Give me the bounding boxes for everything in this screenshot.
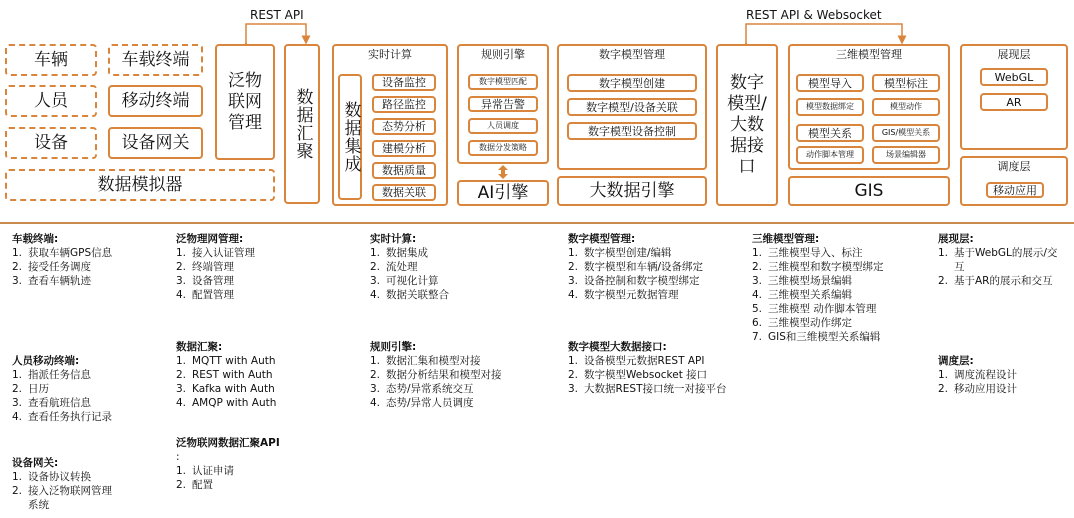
realtime-item: 数据关联 xyxy=(372,184,436,201)
desc-digital-model: 数字模型管理: 1. 数字模型创建/编辑 2. 数字模型和车辆/设备绑定 3. 设备控制和数字模型绑定 4. 数字模型元数据管理 xyxy=(568,233,704,301)
desc-aggregation-api: 泛物联网数据汇聚API : 1. 认证申请 2. 配置 xyxy=(176,437,280,491)
realtime-title: 实时计算 xyxy=(368,48,412,61)
data-simulator-box: 数据模拟器 xyxy=(5,169,275,201)
vehicle-box: 车辆 xyxy=(5,44,97,76)
3d-model-item: GIS/模型关系 xyxy=(872,124,940,142)
data-integration-box: 数据集成 xyxy=(338,74,362,200)
schedule-layer-title: 调度层 xyxy=(997,160,1031,173)
realtime-item: 设备监控 xyxy=(372,74,436,91)
desc-3d-model: 三维模型管理: 1. 三维模型导入、标注 2. 三维模型和数字模型绑定 3. 三维模型场景编辑 4. 三维模型关系编辑 5. 三维模型 动作脚本管理 6. 三维模型动作绑定 7. GIS和三维模型关系编辑 xyxy=(752,233,884,343)
desc-device-gateway: 设备网关: 1. 设备协议转换 2. 接入泛物联网管理系统 xyxy=(12,457,112,511)
display-item: AR xyxy=(980,93,1048,111)
desc-realtime: 实时计算: 1. 数据集成 2. 流处理 3. 可视化计算 4. 数据关联整合 xyxy=(370,233,449,301)
device-gateway-box: 设备网关 xyxy=(108,127,203,159)
rules-item: 异常告警 xyxy=(468,96,538,112)
digital-api-box: 数字模型/大数据接口 xyxy=(716,44,778,206)
3d-model-item: 模型标注 xyxy=(872,74,940,92)
rest-ws-label: REST API & Websocket xyxy=(746,8,882,22)
digital-model-item: 数字模型创建 xyxy=(567,74,697,92)
realtime-item: 数据质量 xyxy=(372,162,436,179)
desc-car-terminal: 车载终端: 1. 获取车辆GPS信息 2. 接受任务调度 3. 查看车辆轨迹 xyxy=(12,233,113,287)
3d-model-item: 模型关系 xyxy=(796,124,864,142)
gis-box: GIS xyxy=(788,176,950,206)
digital-model-item: 数字模型设备控制 xyxy=(567,122,697,140)
car-terminal-box: 车载终端 xyxy=(108,44,203,76)
bidirectional-arrow-icon xyxy=(495,164,511,180)
3d-model-item: 场景编辑器 xyxy=(872,146,940,164)
rules-title: 规则引擎 xyxy=(481,48,525,61)
ai-engine-box: AI引擎 xyxy=(457,180,549,206)
desc-data-aggregation: 数据汇聚: 1. MQTT with Auth 2. REST with Auth 3. Kafka with Auth 4. AMQP with Auth xyxy=(176,341,277,409)
person-box: 人员 xyxy=(5,85,97,117)
bigdata-engine-box: 大数据引擎 xyxy=(557,176,707,206)
mobile-terminal-box: 移动终端 xyxy=(108,85,203,117)
desc-mobile-terminal: 人员移动终端: 1. 指派任务信息 2. 日历 3. 查看航班信息 4. 查看任务执行记录 xyxy=(12,355,112,423)
device-box: 设备 xyxy=(5,127,97,159)
display-layer-title: 展现层 xyxy=(997,48,1031,61)
desc-rules-engine: 规则引擎: 1. 数据汇集和模型对接 2. 数据分析结果和模型对接 3. 态势/异常系统交互 4. 态势/异常人员调度 xyxy=(370,341,502,409)
realtime-item: 建模分析 xyxy=(372,140,436,157)
rules-item: 人员调度 xyxy=(468,118,538,134)
display-item: WebGL xyxy=(980,68,1048,86)
rest-api-label: REST API xyxy=(250,8,304,22)
iot-management-box: 泛物联网管理 xyxy=(215,44,275,160)
data-aggregation-box: 数据汇聚 xyxy=(284,44,320,204)
digital-model-item: 数字模型/设备关联 xyxy=(567,98,697,116)
desc-iot-management: 泛物理网管理: 1. 接入认证管理 2. 终端管理 3. 设备管理 4. 配置管理 xyxy=(176,233,255,301)
3d-model-item: 动作脚本管理 xyxy=(796,146,864,164)
section-divider xyxy=(0,222,1074,224)
realtime-item: 态势分析 xyxy=(372,118,436,135)
rules-item: 数据分发策略 xyxy=(468,140,538,156)
desc-digital-api: 数字模型大数据接口: 1. 设备模型元数据REST API 2. 数字模型Websocket 接口 3. 大数据REST接口统一对接平台 xyxy=(568,341,727,395)
3d-model-item: 模型动作 xyxy=(872,98,940,116)
rules-item: 数字模型匹配 xyxy=(468,74,538,90)
digital-model-title: 数字模型管理 xyxy=(599,48,665,61)
desc-schedule-layer: 调度层: 1. 调度流程设计 2. 移动应用设计 xyxy=(938,355,1017,395)
3d-model-item: 模型导入 xyxy=(796,74,864,92)
desc-display-layer: 展现层: 1. 基于WebGL的展示/交互 2. 基于AR的展示和交互 xyxy=(938,233,1058,287)
schedule-item: 移动应用 xyxy=(986,182,1044,198)
realtime-item: 路径监控 xyxy=(372,96,436,113)
3d-model-item: 模型数据绑定 xyxy=(796,98,864,116)
3d-model-title: 三维模型管理 xyxy=(836,48,902,61)
